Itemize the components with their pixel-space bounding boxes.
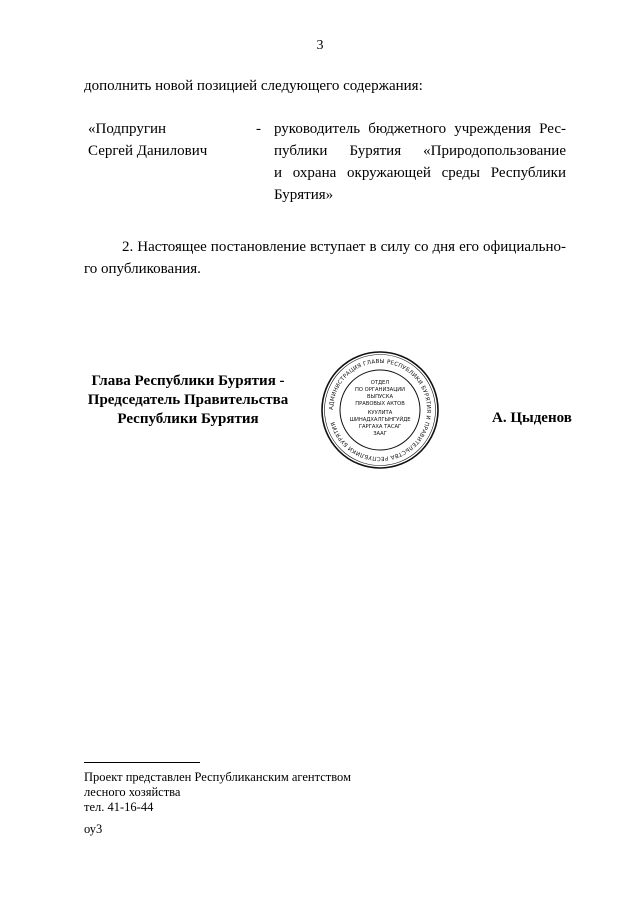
position-description-line: Бурятия»	[274, 187, 334, 203]
position-description-line: руководитель бюджетного учреждения Рес-	[274, 121, 566, 137]
position-dash: -	[256, 121, 261, 137]
footnote	[84, 770, 351, 815]
position-name-line1: «Подпругин	[88, 121, 167, 137]
footnote-rule	[84, 762, 200, 763]
seal-center-line: ПРАВОВЫХ АКТОВ	[355, 401, 405, 407]
seal-center-line: КУУЛИТА	[367, 410, 393, 416]
footnote-line1: Проект представлен Республиканским агентством	[84, 770, 351, 784]
position-name-line2: Сергей Данилович	[88, 143, 208, 159]
position-description	[274, 118, 566, 206]
position-description-line: и охрана окружающей среды Республики	[274, 165, 566, 181]
document-code: оу3	[84, 822, 103, 836]
seal-center-line: ПО ОРГАНИЗАЦИИ	[354, 387, 406, 393]
seal-ring-text: АДМИНИСТРАЦИЯ ГЛАВЫ РЕСПУБЛИКИ БУРЯТИЯ И ПРАВИТЕЛЬСТВА РЕСПУБЛИКИ БУРЯТИЯ	[328, 358, 432, 462]
position-name	[88, 118, 248, 162]
seal-center-line: ВЫПУСКА	[366, 394, 394, 400]
seal-center-line: ШИНАДХАЛГЫНГУЙДЕ	[349, 417, 411, 423]
signer-title-line1: Глава Республики Бурятия -	[91, 373, 285, 389]
footnote-line2: лесного хозяйства	[84, 785, 181, 799]
seal-center-line: ОТДЕЛ	[370, 380, 390, 386]
official-seal	[320, 350, 440, 470]
page-number: 3	[316, 38, 324, 53]
intro-line: дополнить новой позицией следующего содержания:	[84, 78, 423, 94]
footnote-line3: тел. 41-16-44	[84, 800, 154, 814]
seal-center-line: ГАРГАХА ТАСАГ	[358, 424, 402, 430]
signer-title	[70, 372, 306, 429]
signer-title-line2: Председатель Правительства	[87, 392, 289, 408]
signer-title-line3: Республики Бурятия	[117, 411, 259, 427]
signer-name: А. Цыденов	[492, 410, 572, 426]
paragraph-2: 2. Настоящее постановление вступает в силу со дня его официально-го опубликования.	[84, 239, 566, 277]
seal-center-line: ЗААГ	[373, 431, 387, 437]
position-description-line: публики Бурятия «Природопользование	[274, 143, 566, 159]
